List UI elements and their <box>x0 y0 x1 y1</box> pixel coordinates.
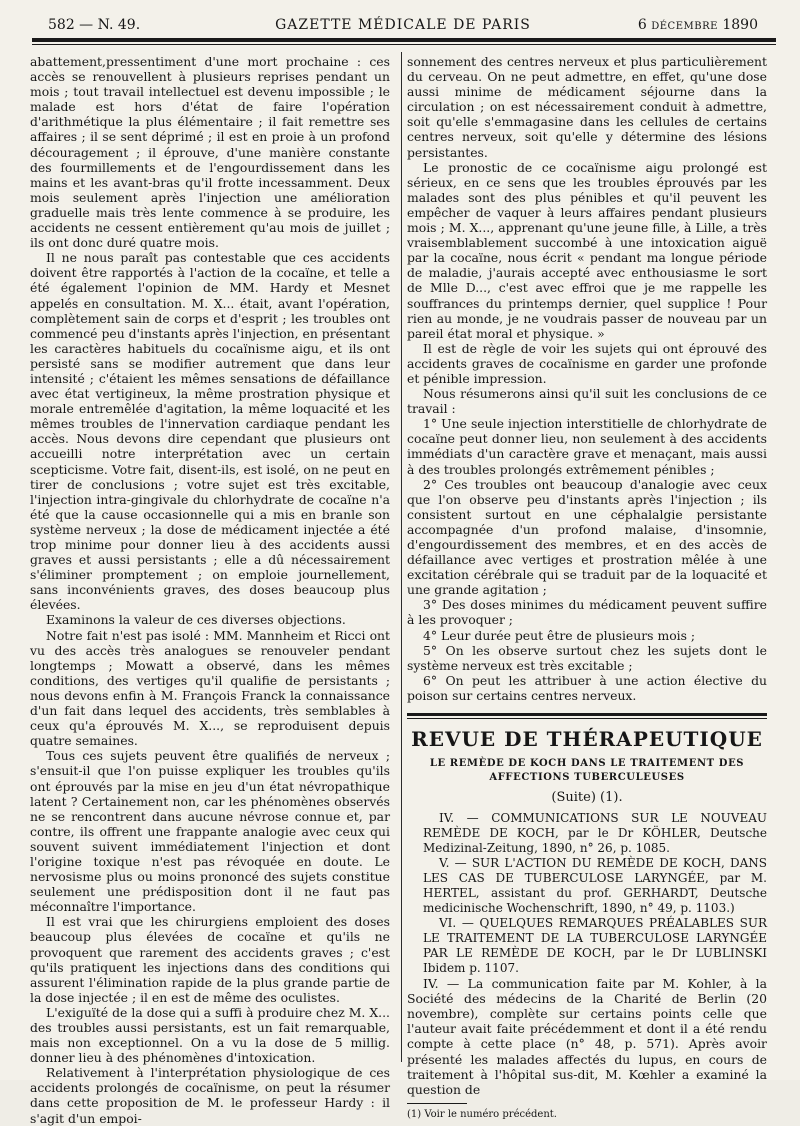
paragraph: Tous ces sujets peuvent être qualifiés de nerveux ; s'ensuit-il que l'on puisse expliquer les troubles qu'ils ont éprouvés par la mise en jeu d'un état névropathique latent ? Certainement non, car les phénomènes observés ne se rencontrent dans aucune névrose connue et, par contre, ils offrent une frappante analogie avec ceux qui souvent suivent immédiatement l'injection et dont l'origine toxique n'est pas révoquée en doute. Le nervosisme plus ou moins prononcé des sujets constitue seulement une prédisposition dont il ne faut pas méconnaître l'importance. <box>30 748 390 915</box>
reference-entry: VI. — QUELQUES REMARQUES PRÉALABLES SUR LE TRAITEMENT DE LA TUBERCULOSE LARYNGÉE PAR LE REMÈDE DE KOCH, par le Dr LUBLINSKI Ibidem p. 1107. <box>423 916 767 976</box>
page-header <box>48 14 758 36</box>
journal-title: GAZETTE MÉDICALE DE PARIS <box>275 17 531 33</box>
issue-date <box>638 14 758 38</box>
paragraph: Le pronostic de ce cocaïnisme aigu prolongé est sérieux, en ce sens que les troubles éprouvés par les malades sont des plus pénibles et qu'il peuvent les empêcher de vaquer à leurs affaires pendant plusieurs mois ; M. X..., apprenant qu'une jeune fille, à Lille, a très vraisemblablement succombé à une intoxication aiguë par la cocaïne, nous écrit « pendant ma longue période de maladie, j'aurais accepté avec enthousiasme le sort de Mlle D..., c'est avec effroi que je me rappelle les souffrances du printemps dernier, quel supplice ! Pour rien au monde, je ne voudrais passer de nouveau par un pareil état moral et physique. » <box>407 159 767 341</box>
paragraph: Il est vrai que les chirurgiens emploient des doses beaucoup plus élevées de cocaïne et qu'ils ne provoquent que rarement des accidents graves ; c'est qu'ils pratiquent les injections dans des conditions qui assurent l'élimination rapide de la plus grande partie de la dose injectée ; il en est de même des oculistes. <box>30 914 390 1005</box>
paragraph: Notre fait n'est pas isolé : MM. Mannheim et Ricci ont vu des accès très analogues se renouveler pendant longtemps ; Mowatt a observé, dans les mêmes conditions, des vertiges qu'il qualifie de persistants ; nous devons enfin à M. François Franck la connaissance d'un fait dans lequel des accidents, très semblables à ceux qu'a éprouvés M. X..., se reproduisent depuis quatre semaines. <box>30 627 390 749</box>
paragraph: L'exiguïté de la dose qui a suffi à produire chez M. X... des troubles aussi persistants, est un fait remarquable, mais non exceptionnel. On a vu la dose de 5 millig. donner lieu à des phénomènes d'intoxication. <box>30 1004 390 1066</box>
paragraph: IV. — La communication faite par M. Kohler, à la Société des médecins de la Charité de Berlin (20 novembre), complète sur certains points celle que l'auteur avait faite précédemment et dont il a été rendu compte à cette place (n° 48, p. 571). Après avoir présenté les malades affectés du lupus, en cours de traitement à l'hôpital sus-dit, M. Kœhler a examiné la question de <box>407 976 767 1097</box>
conclusion-item: 1° Une seule injection interstitielle de chlorhydrate de cocaïne peut donner lieu, non seulement à des accidents immédiats d'un caractère grave et menaçant, mais aussi à des troubles prolongés extrêmement pénibles ; <box>407 416 767 477</box>
section-rule-thick <box>407 713 767 716</box>
conclusion-item: 3° Des doses minimes du médicament peuvent suffire à les provoquer ; <box>407 597 767 628</box>
right-column <box>407 54 767 1121</box>
conclusion-item: 5° On les observe surtout chez les sujets dont le système nerveux est très excitable ; <box>407 642 767 673</box>
section-title: REVUE DE THÉRAPEUTIQUE <box>411 727 763 752</box>
date-day: 6 <box>637 17 652 33</box>
section-subtitle: LE REMÈDE DE KOCH DANS LE TRAITEMENT DES AFFECTIONS TUBERCULEUSES <box>429 758 745 784</box>
conclusion-item: 6° On peut les attribuer à une action élective du poison sur certains centres nerveux. <box>407 672 767 703</box>
section-rule-thin <box>407 718 767 719</box>
header-rule-thick <box>32 38 776 42</box>
column-divider <box>401 52 402 1062</box>
page-number: 582 — N. 49. <box>48 17 141 33</box>
reference-entry: V. — SUR L'ACTION DU REMÈDE DE KOCH, DANS LES CAS DE TUBERCULOSE LARYNGÉE, par M. HERTEL, assistant du prof. GERHARDT, Deutsche medicinische Wochenschrift, 1890, n° 49, p. 1103.) <box>423 856 767 916</box>
date-year: 1890 <box>717 17 758 33</box>
paragraph: Il ne nous paraît pas contestable que ces accidents doivent être rapportés à l'action de la cocaïne, et telle a été également l'opinion de MM. Hardy et Mesnet appelés en consultation. M. X... était, avant l'opération, complètement sain de corps et d'esprit ; les troubles ont commencé peu d'instants après l'injection, en présentant les caractères habituels du cocaïnisme aigu, et ils ont persisté sans se modifier autrement que dans leur intensité ; c'étaient les mêmes sensations de défaillance avec état vertigineux, la même prostration physique et morale entremêlée d'agitation, la même loquacité et les mêmes troubles de l'innervation cardiaque pendant les accès. Nous devons dire cependant que plusieurs ont accueilli notre interprétation avec un certain scepticisme. Votre fait, disent-ils, est isolé, on ne peut en tirer de conclusions ; votre sujet est très excitable, l'injection intra-gingivale du chlorhydrate de cocaïne n'a été que la cause occasionnelle qui a mis en branle son système nerveux ; la dose de médicament injectée a été trop minime pour donner lieu à des accidents aussi graves et aussi persistants ; elle a dû nécessairement s'éliminer promptement ; on emploie journellement, sans inconvénients graves, des doses beaucoup plus élevées. <box>30 250 390 613</box>
footnote-rule <box>407 1103 467 1104</box>
paragraph: Il est de règle de voir les sujets qui ont éprouvé des accidents graves de cocaïnisme en garder une profonde et pénible impression. <box>407 340 767 386</box>
left-column <box>30 54 390 1126</box>
paragraph: Examinons la valeur de ces diverses objections. <box>46 612 346 628</box>
header-rule-thin <box>32 44 776 45</box>
footnote: (1) Voir le numéro précédent. <box>407 1108 557 1120</box>
conclusion-item: 2° Ces troubles ont beaucoup d'analogie avec ceux que l'on observe peu d'instants après l'injection ; ils consistent surtout en une céphalalgie persistante accompagnée d'un profond malaise, d'insomnie, d'engourdissement des membres, et en des accès de défaillance avec vertiges et prostration mêlée à une excitation cérébrale qui se traduit par de la loquacité et une grande agitation ; <box>407 476 767 598</box>
paragraph: sonnement des centres nerveux et plus particulièrement du cerveau. On ne peut admettre, en effet, qu'une dose aussi minime de médicament séjourne dans la circulation ; on est nécessairement conduit à admettre, soit qu'elle s'emmagasine dans les cellules de certains centres nerveux, soit qu'elle y détermine des lésions persistantes. <box>407 54 767 160</box>
reference-entry: IV. — COMMUNICATIONS SUR LE NOUVEAU REMÈDE DE KOCH, par le Dr KÖHLER, Deutsche Medizinal-Zeitung, 1890, n° 26, p. 1085. <box>423 811 767 856</box>
paragraph: abattement,pressentiment d'une mort prochaine : ces accès se renouvellent à plusieurs reprises pendant un mois ; tout travail intellectuel est devenu impossible ; le malade est hors d'état de faire l'opération d'arithmétique la plus élémentaire ; il fait remettre ses affaires ; il se sent déprimé ; il est en proie à un profond découragement ; il éprouve, d'une manière constante des fourmillements et de l'engourdissement dans les mains et les avant-bras qu'il frotte incessamment. Deux mois seulement après l'injection une amélioration graduelle mais très lente commence à se produire, les accidents ne cessent entièrement qu'au mois de juillet ; ils ont donc duré quatre mois. <box>30 54 390 251</box>
section-continuation: (Suite) (1). <box>551 790 623 806</box>
conclusion-item: 4° Leur durée peut être de plusieurs mois ; <box>423 627 696 643</box>
paragraph: Relativement à l'interprétation physiologique de ces accidents prolongés de cocaïnisme, on peut la résumer dans cette proposition de M. le professeur Hardy : il s'agit d'un empoi- <box>30 1065 390 1126</box>
date-month: DÉCEMBRE <box>651 21 718 32</box>
paragraph: Nous résumerons ainsi qu'il suit les conclusions de ce travail : <box>407 386 767 417</box>
